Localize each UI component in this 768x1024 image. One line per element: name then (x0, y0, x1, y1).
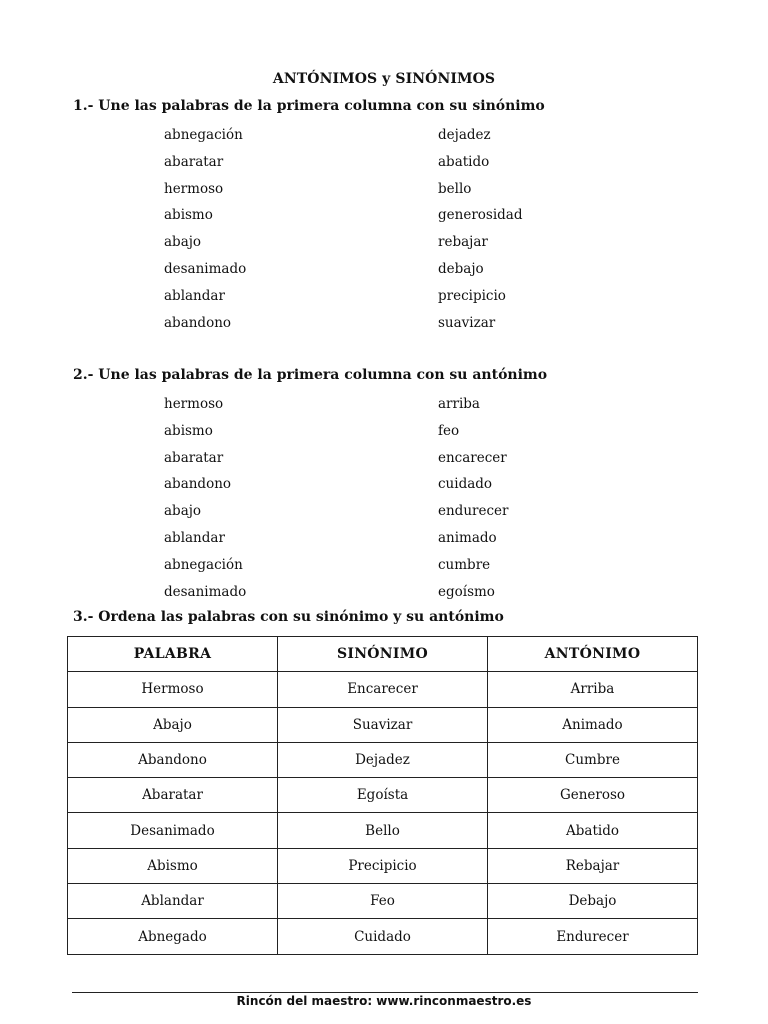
table-cell: Rebajar (488, 848, 698, 883)
table-row (68, 707, 698, 742)
word-row (0, 501, 768, 528)
table-row (68, 742, 698, 777)
word-row (0, 259, 768, 286)
right-word: suavizar (438, 314, 496, 331)
column-header-antonimo: ANTÓNIMO (488, 637, 698, 672)
table-cell: Generoso (488, 778, 698, 813)
right-word: generosidad (438, 207, 523, 224)
word-row (0, 205, 768, 232)
word-table (67, 636, 698, 955)
right-word: egoísmo (438, 583, 495, 600)
page-footer: Rincón del maestro: www.rinconmaestro.es (236, 994, 532, 1008)
right-word: endurecer (438, 503, 509, 520)
table-cell: Endurecer (488, 919, 698, 954)
right-word: abatido (438, 153, 490, 170)
section2-heading: 2.- Une las palabras de la primera columna con su antónimo (73, 367, 548, 383)
right-word: debajo (438, 260, 484, 277)
word-row (0, 394, 768, 421)
right-word: cumbre (438, 556, 491, 573)
word-row (0, 582, 768, 609)
table-row (68, 813, 698, 848)
table-cell: Feo (278, 884, 488, 919)
left-word: ablandar (164, 287, 225, 304)
table-cell: Abaratar (68, 778, 278, 813)
table-cell: Dejadez (278, 742, 488, 777)
right-word: precipicio (438, 287, 506, 304)
table-row (68, 848, 698, 883)
column-header-palabra: PALABRA (68, 637, 278, 672)
table-cell: Bello (278, 813, 488, 848)
left-word: abismo (164, 422, 213, 439)
left-word: ablandar (164, 529, 225, 546)
word-row (0, 152, 768, 179)
section1-word-list (0, 125, 768, 339)
section2-word-list (0, 394, 768, 608)
table-cell: Encarecer (278, 672, 488, 707)
right-word: encarecer (438, 449, 507, 466)
left-word: abnegación (164, 127, 243, 143)
table-header-row (68, 637, 698, 672)
left-word: abandono (164, 314, 232, 331)
table-cell: Suavizar (278, 707, 488, 742)
section3-heading: 3.- Ordena las palabras con su sinónimo y su antónimo (73, 609, 504, 625)
table-cell: Abatido (488, 813, 698, 848)
word-row (0, 528, 768, 555)
left-word: abismo (164, 207, 213, 224)
table-cell: Abajo (68, 707, 278, 742)
word-row (0, 313, 768, 340)
table-cell: Abismo (68, 848, 278, 883)
section1-heading: 1.- Une las palabras de la primera columna con su sinónimo (73, 98, 545, 114)
footer-divider (72, 992, 698, 993)
left-word: desanimado (164, 260, 247, 277)
word-row (0, 125, 768, 152)
left-word: abaratar (164, 153, 224, 170)
right-word: cuidado (438, 476, 493, 493)
table-cell: Egoísta (278, 778, 488, 813)
left-word: abajo (164, 234, 202, 251)
table-cell: Abnegado (68, 919, 278, 954)
right-word: feo (438, 422, 460, 439)
word-row (0, 179, 768, 206)
word-row (0, 421, 768, 448)
left-word: abajo (164, 503, 202, 520)
table-cell: Cuidado (278, 919, 488, 954)
word-row (0, 286, 768, 313)
table-cell: Arriba (488, 672, 698, 707)
page-title: ANTÓNIMOS y SINÓNIMOS (272, 71, 496, 87)
word-row (0, 232, 768, 259)
word-row (0, 474, 768, 501)
table-cell: Desanimado (68, 813, 278, 848)
right-word: dejadez (438, 127, 491, 143)
column-header-sinonimo: SINÓNIMO (278, 637, 488, 672)
table-row (68, 919, 698, 954)
word-row (0, 555, 768, 582)
table-row (68, 778, 698, 813)
left-word: abnegación (164, 556, 243, 573)
table-cell: Ablandar (68, 884, 278, 919)
right-word: rebajar (438, 234, 488, 251)
table-cell: Precipicio (278, 848, 488, 883)
table-cell: Debajo (488, 884, 698, 919)
right-word: bello (438, 180, 472, 197)
table-row (68, 884, 698, 919)
table-row (68, 672, 698, 707)
right-word: animado (438, 529, 497, 546)
right-word: arriba (438, 396, 480, 412)
table-cell: Hermoso (68, 672, 278, 707)
left-word: hermoso (164, 180, 224, 197)
left-word: desanimado (164, 583, 247, 600)
left-word: hermoso (164, 396, 224, 412)
table-cell: Animado (488, 707, 698, 742)
left-word: abaratar (164, 449, 224, 466)
table-cell: Abandono (68, 742, 278, 777)
word-row (0, 448, 768, 475)
left-word: abandono (164, 476, 232, 493)
table-cell: Cumbre (488, 742, 698, 777)
